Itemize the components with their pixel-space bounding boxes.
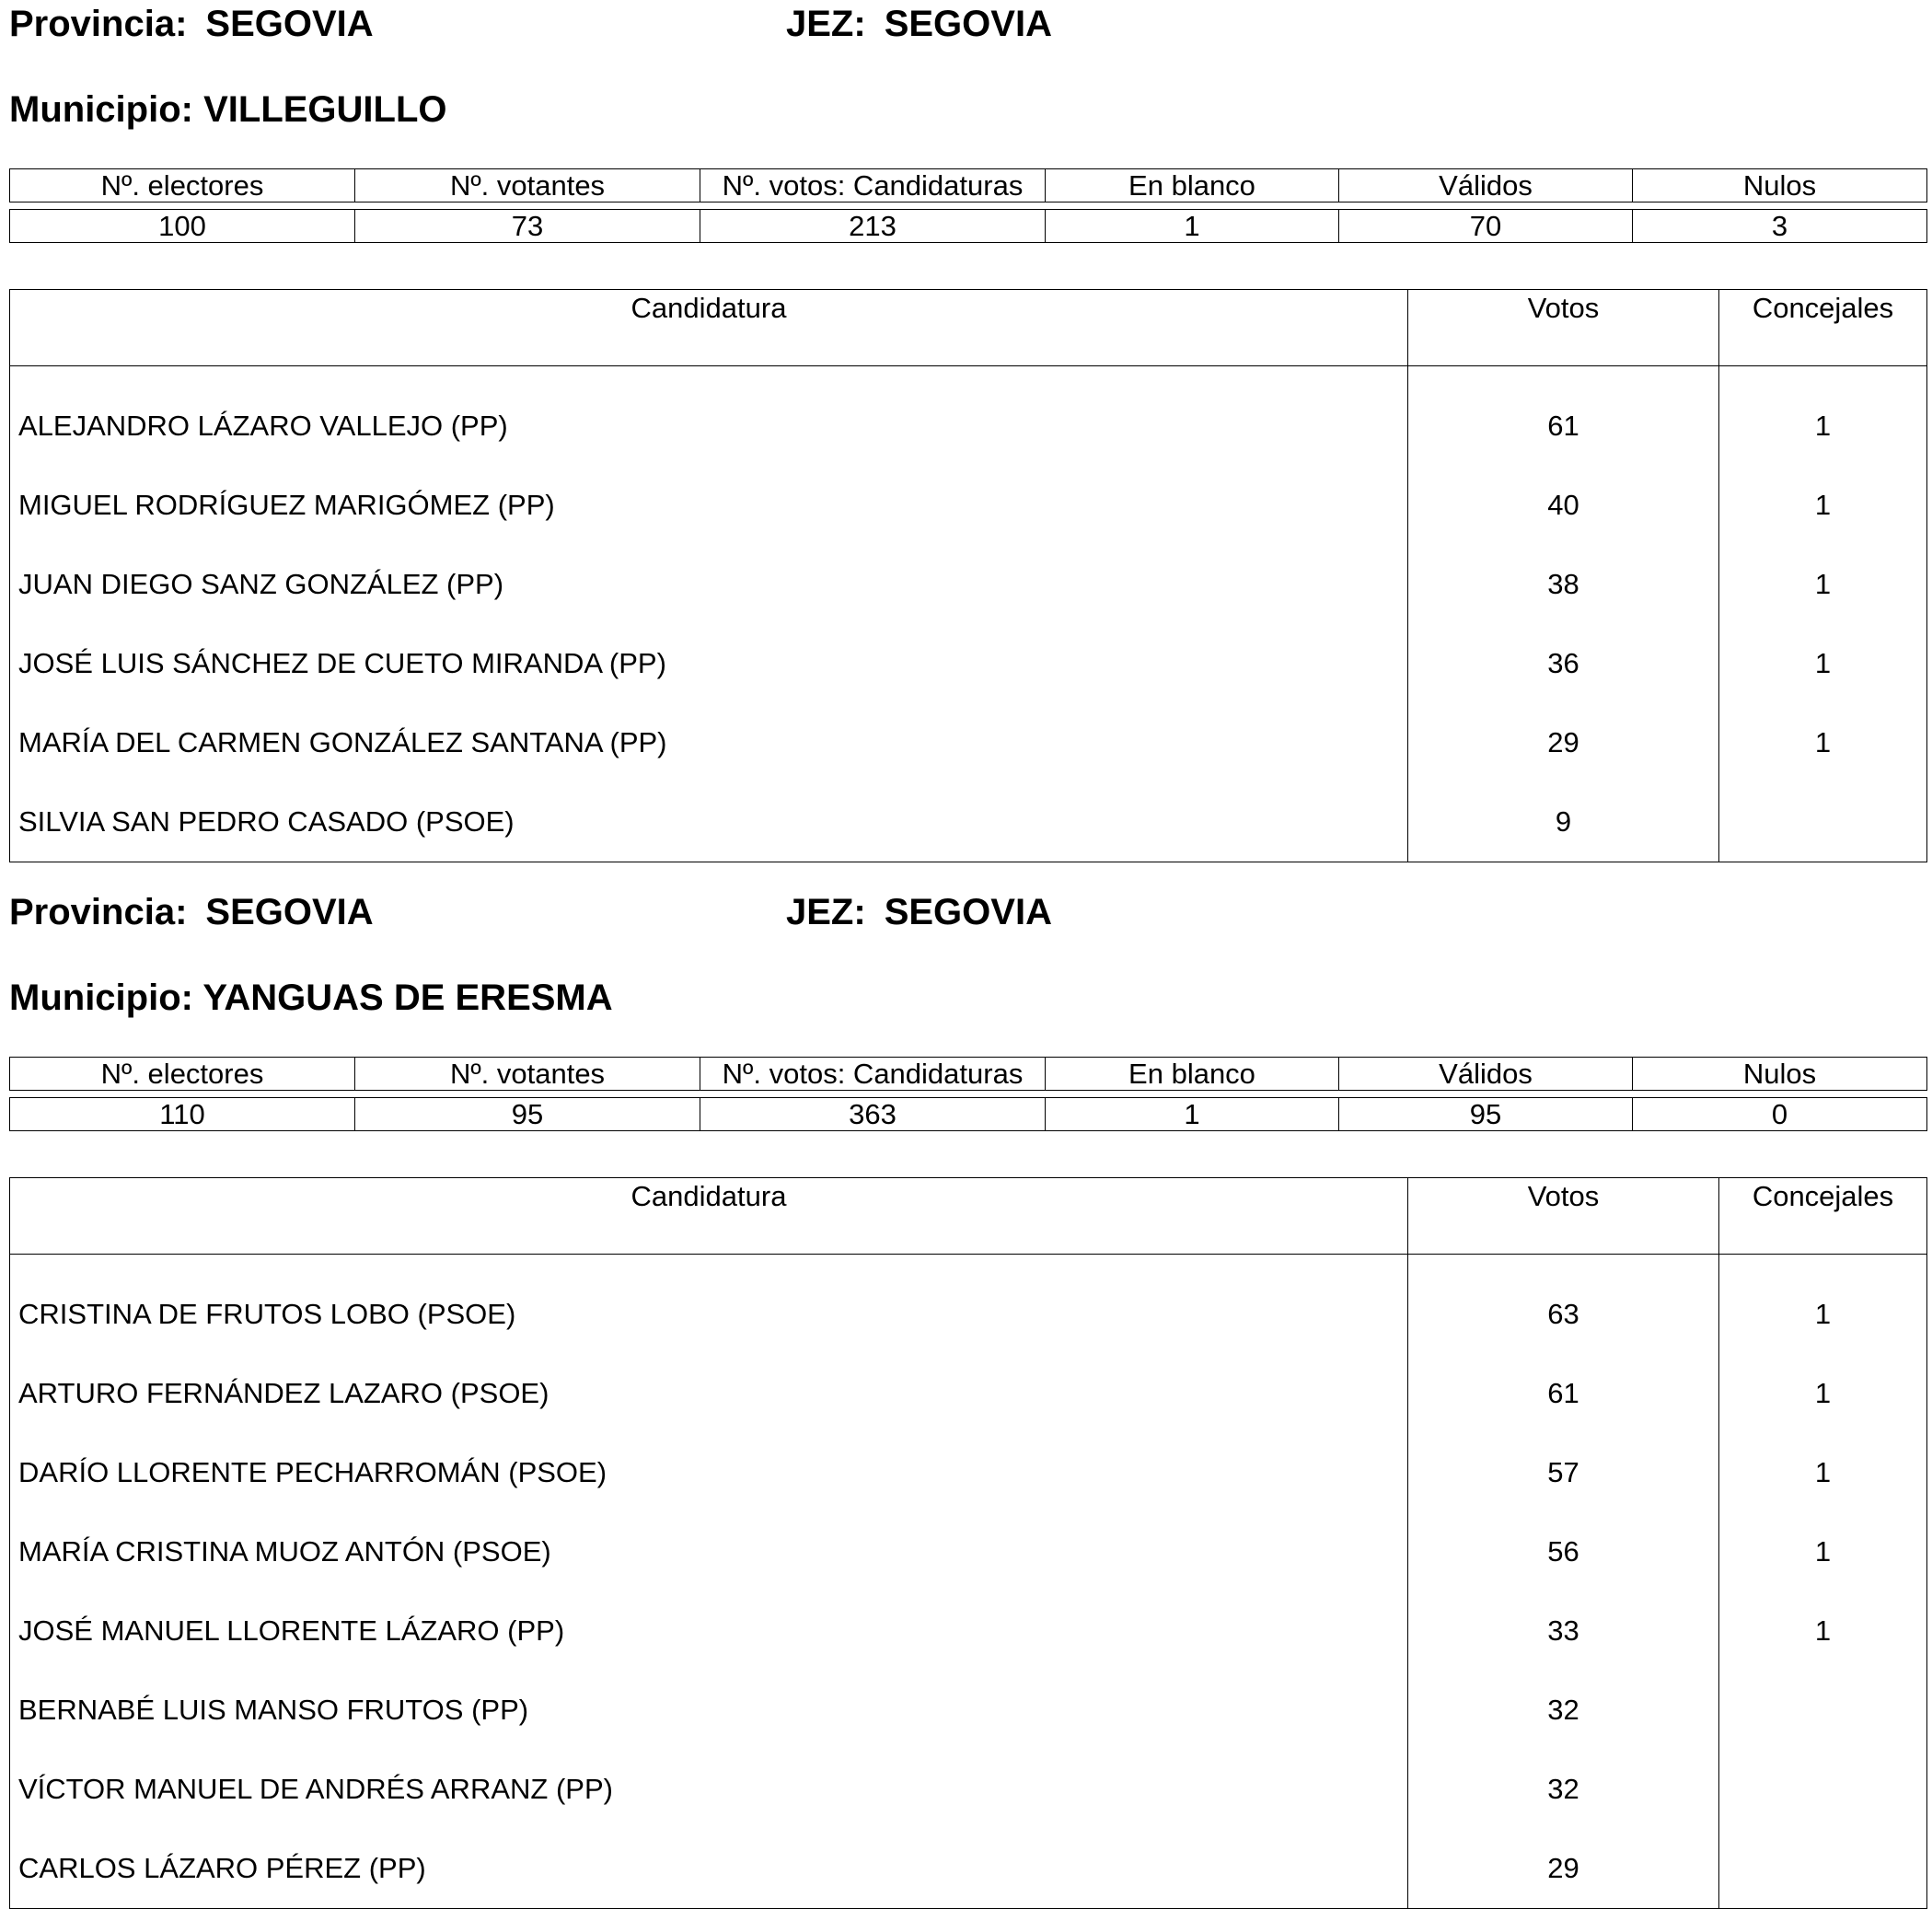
candidate-votos: 32: [1408, 1671, 1719, 1750]
stats-value-validos: 95: [1339, 1098, 1633, 1131]
stats-value-votantes: 73: [355, 210, 700, 243]
header-concejales: Concejales: [1719, 1178, 1927, 1255]
jez-value: SEGOVIA: [884, 4, 1052, 44]
stats-header-electores: Nº. electores: [10, 169, 355, 202]
table-row: [10, 624, 1927, 703]
table-row: [10, 1591, 1927, 1671]
table-row: [10, 1433, 1927, 1512]
stats-value-votos-candidaturas: 363: [700, 1098, 1046, 1131]
stats-header-en-blanco: En blanco: [1046, 169, 1339, 202]
stats-values-table: [9, 209, 1927, 243]
stats-header-votantes: Nº. votantes: [355, 169, 700, 202]
provincia-heading: [9, 894, 374, 931]
candidate-concejales: 1: [1814, 1614, 1832, 1647]
candidate-concejales: [1719, 1829, 1927, 1909]
candidate-votos: 57: [1408, 1433, 1719, 1512]
candidate-name: ALEJANDRO LÁZARO VALLEJO (PP): [10, 366, 1408, 467]
header-votos: Votos: [1408, 1178, 1719, 1255]
candidate-name: JOSÉ MANUEL LLORENTE LÁZARO (PP): [10, 1591, 1408, 1671]
candidate-votos: 36: [1408, 624, 1719, 703]
table-row: [10, 1750, 1927, 1829]
provincia-value: SEGOVIA: [205, 4, 374, 44]
candidate-name: MARÍA CRISTINA MUOZ ANTÓN (PSOE): [10, 1512, 1408, 1591]
table-row: [10, 1255, 1927, 1355]
candidate-concejales: 1: [1814, 489, 1832, 521]
stats-header-row: [10, 169, 1927, 202]
candidate-votos: 61: [1408, 366, 1719, 467]
jez-label: JEZ:: [786, 4, 866, 44]
provincia-value: SEGOVIA: [205, 892, 374, 932]
stats-value-electores: 100: [10, 210, 355, 243]
candidate-concejales: 1: [1814, 568, 1832, 600]
candidate-concejales: 1: [1814, 1298, 1832, 1330]
candidates-header-row: [10, 290, 1927, 366]
table-row: [10, 1829, 1927, 1909]
candidate-concejales: 1: [1814, 1535, 1832, 1568]
candidate-votos: 29: [1408, 1829, 1719, 1909]
stats-header-table: [9, 168, 1927, 202]
candidate-concejales: 1: [1814, 410, 1832, 442]
stats-value-votantes: 95: [355, 1098, 700, 1131]
municipio-value: VILLEGUILLO: [203, 89, 447, 130]
stats-header-nulos: Nulos: [1633, 1058, 1927, 1091]
stats-header-nulos: Nulos: [1633, 169, 1927, 202]
candidate-name: MARÍA DEL CARMEN GONZÁLEZ SANTANA (PP): [10, 703, 1408, 782]
municipio-label: Municipio:: [9, 89, 193, 130]
candidate-votos: 9: [1408, 782, 1719, 862]
candidate-name: CRISTINA DE FRUTOS LOBO (PSOE): [10, 1255, 1408, 1355]
header-candidatura: Candidatura: [10, 1178, 1408, 1255]
stats-header-en-blanco: En blanco: [1046, 1058, 1339, 1091]
stats-header-votantes: Nº. votantes: [355, 1058, 700, 1091]
municipio-value: YANGUAS DE ERESMA: [202, 978, 613, 1018]
provincia-heading: [9, 6, 374, 42]
candidate-concejales: [1719, 1750, 1927, 1829]
jez-heading: [786, 894, 1052, 931]
candidates-table: [9, 1177, 1927, 1909]
header-candidatura: Candidatura: [10, 290, 1408, 366]
stats-value-en-blanco: 1: [1046, 1098, 1339, 1131]
candidate-votos: 32: [1408, 1750, 1719, 1829]
stats-value-nulos: 0: [1633, 1098, 1927, 1131]
table-row: [10, 703, 1927, 782]
candidate-concejales: 1: [1814, 647, 1832, 679]
stats-value-en-blanco: 1: [1046, 210, 1339, 243]
candidate-votos: 29: [1408, 703, 1719, 782]
stats-header-row: [10, 1058, 1927, 1091]
jez-value: SEGOVIA: [884, 892, 1052, 932]
candidate-concejales: 1: [1814, 726, 1832, 758]
provincia-label: Provincia:: [9, 892, 188, 932]
candidate-name: DARÍO LLORENTE PECHARROMÁN (PSOE): [10, 1433, 1408, 1512]
table-row: [10, 1512, 1927, 1591]
stats-header-electores: Nº. electores: [10, 1058, 355, 1091]
candidate-name: CARLOS LÁZARO PÉREZ (PP): [10, 1829, 1408, 1909]
jez-label: JEZ:: [786, 892, 866, 932]
stats-value-validos: 70: [1339, 210, 1633, 243]
candidate-name: JUAN DIEGO SANZ GONZÁLEZ (PP): [10, 545, 1408, 624]
stats-values-row: [10, 210, 1927, 243]
municipio-heading: [9, 91, 447, 128]
candidate-votos: 63: [1408, 1255, 1719, 1355]
table-row: [10, 466, 1927, 545]
municipio-label: Municipio:: [9, 978, 193, 1018]
candidate-votos: 61: [1408, 1354, 1719, 1433]
candidate-name: ARTURO FERNÁNDEZ LAZARO (PSOE): [10, 1354, 1408, 1433]
header-votos: Votos: [1408, 290, 1719, 366]
candidate-name: VÍCTOR MANUEL DE ANDRÉS ARRANZ (PP): [10, 1750, 1408, 1829]
candidate-name: SILVIA SAN PEDRO CASADO (PSOE): [10, 782, 1408, 862]
candidate-votos: 38: [1408, 545, 1719, 624]
table-row: [10, 782, 1927, 862]
table-row: [10, 1354, 1927, 1433]
candidates-table: [9, 289, 1927, 862]
header-concejales: Concejales: [1719, 290, 1927, 366]
candidate-name: JOSÉ LUIS SÁNCHEZ DE CUETO MIRANDA (PP): [10, 624, 1408, 703]
candidate-name: MIGUEL RODRÍGUEZ MARIGÓMEZ (PP): [10, 466, 1408, 545]
candidate-concejales: [1719, 1671, 1927, 1750]
table-row: [10, 1671, 1927, 1750]
municipio-heading: [9, 979, 613, 1016]
candidate-name: BERNABÉ LUIS MANSO FRUTOS (PP): [10, 1671, 1408, 1750]
stats-value-nulos: 3: [1633, 210, 1927, 243]
stats-value-electores: 110: [10, 1098, 355, 1131]
candidate-votos: 33: [1408, 1591, 1719, 1671]
candidate-votos: 56: [1408, 1512, 1719, 1591]
candidates-header-row: [10, 1178, 1927, 1255]
candidate-concejales: [1719, 782, 1927, 862]
table-row: [10, 545, 1927, 624]
stats-values-table: [9, 1097, 1927, 1131]
stats-values-row: [10, 1098, 1927, 1131]
provincia-label: Provincia:: [9, 4, 188, 44]
stats-header-votos-candidaturas: Nº. votos: Candidaturas: [700, 1058, 1046, 1091]
stats-value-votos-candidaturas: 213: [700, 210, 1046, 243]
table-row: [10, 366, 1927, 467]
stats-header-validos: Válidos: [1339, 1058, 1633, 1091]
stats-header-table: [9, 1057, 1927, 1091]
candidate-concejales: 1: [1814, 1377, 1832, 1409]
candidate-concejales: 1: [1814, 1456, 1832, 1488]
jez-heading: [786, 6, 1052, 42]
stats-header-votos-candidaturas: Nº. votos: Candidaturas: [700, 169, 1046, 202]
stats-header-validos: Válidos: [1339, 169, 1633, 202]
candidate-votos: 40: [1408, 466, 1719, 545]
